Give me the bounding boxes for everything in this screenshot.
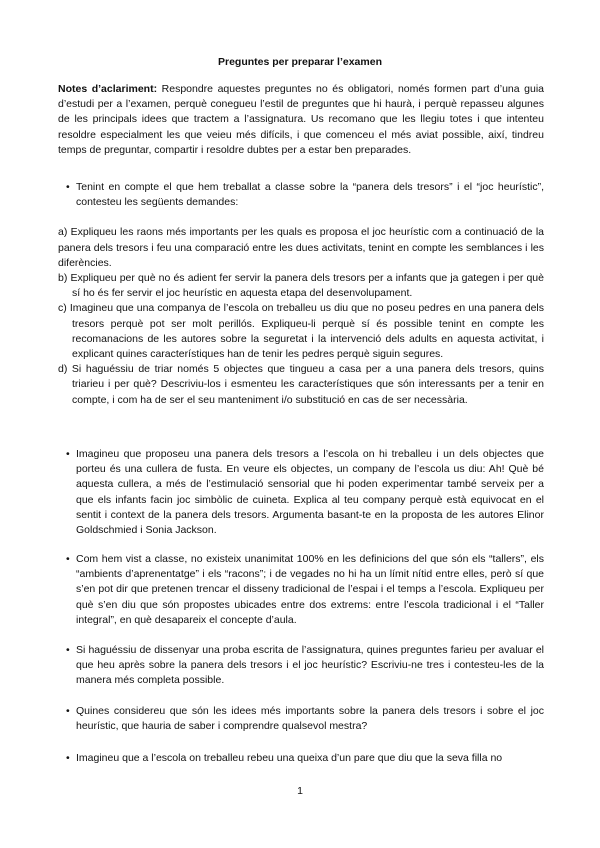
page-title: Preguntes per preparar l’examen [218,56,382,68]
bullet-icon: • [66,644,70,656]
question-1-item-c: c) Imagineu que una companya de l’escola on treballeu us diu que no poseu pedres en una panera dels tresors perquè pot ser molt perillós. Expliqueu-li perquè sí és possible tenint en compte les recomanacions de les autores sobre la seguretat i la intervenció dels adults en aquesta activitat, i explicant quines característiques han de tenir les pedres perquè siguin segures. [58,302,544,361]
bullet-icon: • [66,553,70,565]
question-6 [58,751,544,766]
question-2-text: Imagineu que proposeu una panera dels tresors a l’escola on hi treballeu i un dels objectes que porteu és una cullera de fusta. En veure els objectes, un company de l’escola us diu: Ah! Què bé aquesta cullera, a més de l’estimulació sensorial que hi poden experimentar també serveix per a que els infants facin joc simbòlic de cuineta. Explica al teu company perquè està equivocat en el sentit i context de la panera dels tresors. Argumenta basant-te en la proposta de les autores Elinor Goldschmied i Sonia Jackson. [76,448,544,537]
question-6-text: Imagineu que a l’escola on treballeu rebeu una queixa d’un pare que diu que la seva filla no [76,752,503,764]
bullet-icon: • [66,448,70,460]
question-1-intro: • Tenint en compte el que hem treballat a classe sobre la “panera dels tresors” i el “joc heurístic”, contesteu les següents demandes: [66,181,544,209]
question-1 [58,180,544,408]
question-5-text: Quines considereu que són les idees més importants sobre la panera dels tresors i sobre el joc heurístic, que hauria de saber i comprendre qualsevol mestra? [76,705,544,733]
question-4 [58,643,544,689]
question-1-item-a: a) Expliqueu les raons més importants per les quals es proposa el joc heurístic com a continuació de la panera dels tresors i feu una comparació entre les dues activitats, tenint en compte les semblances i les diferències. [58,226,544,269]
question-1-item-d: d) Si haguéssiu de triar només 5 objectes que tingueu a casa per a una panera dels tresors, quins triarieu i per què? Descriviu-los i esmenteu les característiques que són interessants per a tenir en compte, i com ha de ser el seu manteniment i/o substitució en cas de ser necessària. [58,363,544,406]
question-3 [58,552,544,628]
bullet-icon: • [66,181,70,193]
question-4-text: Si haguéssiu de dissenyar una proba escrita de l’assignatura, quines preguntes farieu per avaluar el que heu après sobre la panera dels tresors i el joc heurístic? Escriviu-ne tres i contesteu-les de la manera més completa possible. [76,644,544,687]
notes-paragraph [58,82,544,158]
bullet-icon: • [66,705,70,717]
bullet-icon: • [66,752,70,764]
notes-body: Respondre aquestes preguntes no és obligatori, només formen part d’una guia d’estudi per a l’examen, perquè conegueu l’estil de preguntes que hi haurà, i perquè repasseu algunes de les principals idees que tractem a l’assignatura. Us recomano que les llegiu totes i que intenteu resoldre especialment les que veieu més difícils, i que comenceu el més aviat possible, així, tindreu temps de preguntar, compartir i resoldre dubtes per a estar ben preparades. [58,83,545,156]
question-1-item-b: b) Expliqueu per què no és adient fer servir la panera dels tresors per a infants que ja gategen i per què sí ho és fer servir el joc heurístic en aquesta etapa del desenvolupament. [58,272,544,300]
page-number: 1 [297,785,303,797]
notes-lead: Notes d’aclariment: [58,83,158,95]
question-2 [58,447,544,538]
question-5 [58,704,544,734]
question-3-text: Com hem vist a classe, no existeix unanimitat 100% en les definicions del que són els “tallers”, els “ambients d’aprenentatge” i els “racons”; i de vegades no hi ha un límit nítid entre elles, però sí que s’en pot dir que pretenen trencar el disseny tradicional de l’espai i el temps a l’escola. Expliqueu per què s’en diu que són propostes ubicades entre dos extrems: entre l’escola tradicional i el “Taller integral”, en què desapareix el concepte d’aula. [76,553,544,626]
